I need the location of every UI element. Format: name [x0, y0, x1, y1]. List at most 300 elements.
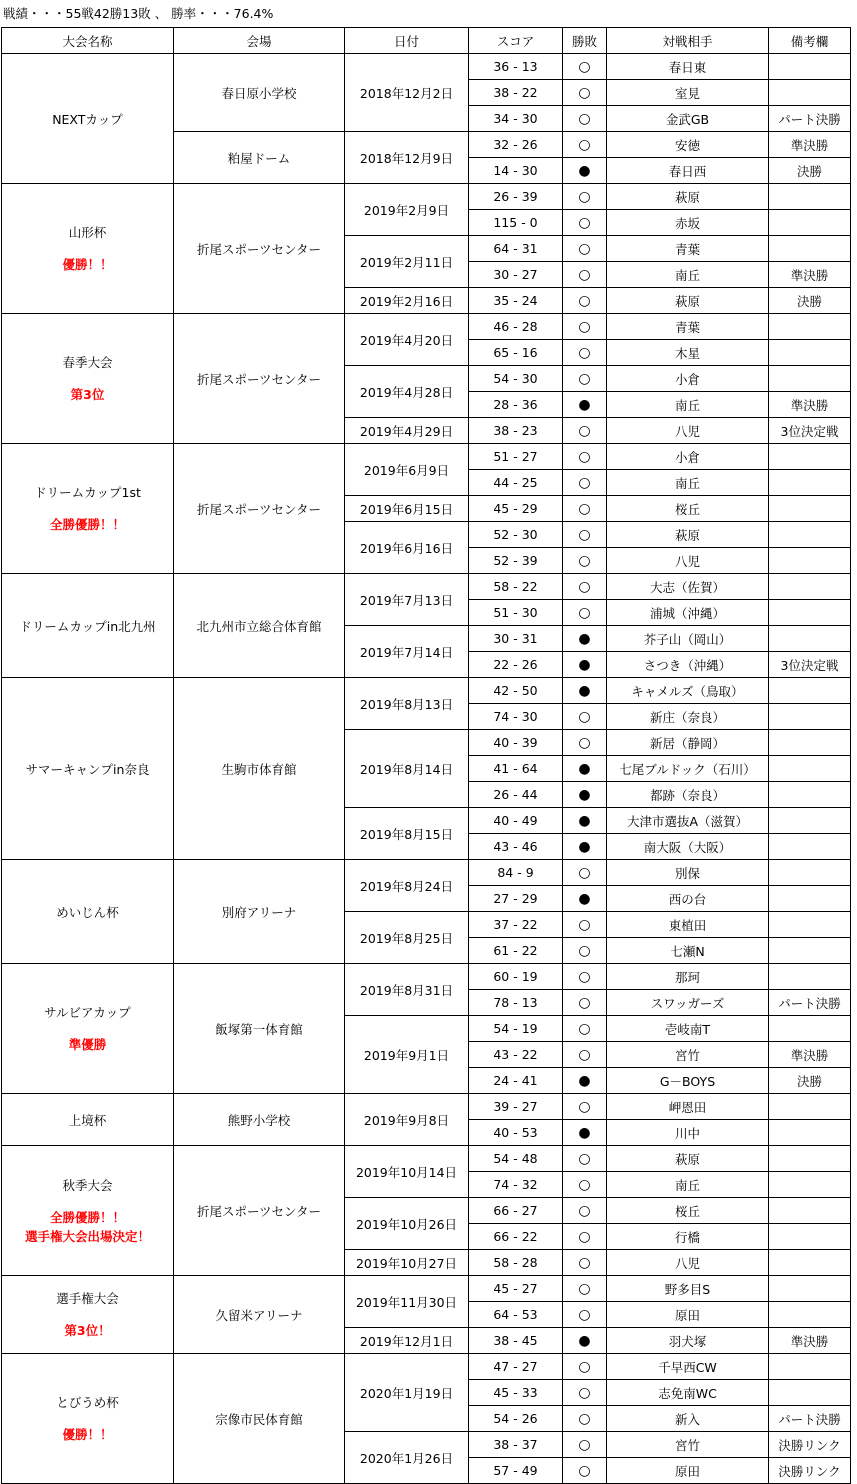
result-mark: ○ — [563, 1016, 607, 1042]
result-mark: ○ — [563, 366, 607, 392]
note-cell: 決勝リンク — [769, 1458, 851, 1484]
opponent-cell: 岬恩田 — [607, 1094, 769, 1120]
header-date: 日付 — [345, 28, 469, 54]
opponent-cell: 金武GB — [607, 106, 769, 132]
note-cell — [769, 444, 851, 470]
tournament-cell — [2, 678, 174, 860]
note-cell — [769, 210, 851, 236]
tournament-name: 選手権大会 — [56, 1291, 119, 1306]
note-cell — [769, 236, 851, 262]
venue-cell: 別府アリーナ — [174, 860, 345, 964]
opponent-cell: 桜丘 — [607, 496, 769, 522]
score-cell: 64 - 53 — [469, 1302, 563, 1328]
opponent-cell: 七尾ブルドック（石川） — [607, 756, 769, 782]
result-mark: ○ — [563, 522, 607, 548]
venue-cell: 春日原小学校 — [174, 54, 345, 132]
date-cell: 2020年1月19日 — [345, 1354, 469, 1432]
note-cell: 3位決定戦 — [769, 418, 851, 444]
note-cell — [769, 886, 851, 912]
score-cell: 61 - 22 — [469, 938, 563, 964]
note-cell — [769, 1354, 851, 1380]
opponent-cell: スワッガーズ — [607, 990, 769, 1016]
score-cell: 42 - 50 — [469, 678, 563, 704]
opponent-cell: 小倉 — [607, 366, 769, 392]
opponent-cell: 八児 — [607, 548, 769, 574]
score-cell: 38 - 45 — [469, 1328, 563, 1354]
note-cell: パート決勝 — [769, 990, 851, 1016]
result-mark: ○ — [563, 340, 607, 366]
header-venue: 会場 — [174, 28, 345, 54]
opponent-cell: 赤坂 — [607, 210, 769, 236]
game-row — [2, 574, 851, 600]
note-cell — [769, 1198, 851, 1224]
header-row — [2, 28, 851, 54]
result-mark: ○ — [563, 1146, 607, 1172]
date-cell: 2019年2月11日 — [345, 236, 469, 288]
opponent-cell: 萩原 — [607, 522, 769, 548]
game-row — [2, 1354, 851, 1380]
result-mark: ○ — [563, 314, 607, 340]
score-cell: 26 - 39 — [469, 184, 563, 210]
opponent-cell: 行橋 — [607, 1224, 769, 1250]
tournament-award: 全勝優勝！！ — [49, 1209, 125, 1225]
score-cell: 43 - 46 — [469, 834, 563, 860]
result-mark: ○ — [563, 600, 607, 626]
tournament-cell — [2, 860, 174, 964]
note-cell: 決勝リンク — [769, 1432, 851, 1458]
score-cell: 36 - 13 — [469, 54, 563, 80]
opponent-cell: 新入 — [607, 1406, 769, 1432]
tournament-award: 全勝優勝！！ — [49, 517, 125, 532]
result-mark: ● — [563, 1328, 607, 1354]
opponent-cell: 西の台 — [607, 886, 769, 912]
score-cell: 54 - 19 — [469, 1016, 563, 1042]
tournament-cell — [2, 1094, 174, 1146]
score-cell: 54 - 48 — [469, 1146, 563, 1172]
result-mark: ○ — [563, 262, 607, 288]
note-cell — [769, 678, 851, 704]
date-cell: 2019年8月14日 — [345, 730, 469, 808]
score-cell: 51 - 27 — [469, 444, 563, 470]
result-mark: ○ — [563, 1302, 607, 1328]
tournament-name: 秋季大会 — [62, 1177, 113, 1193]
result-mark: ○ — [563, 1094, 607, 1120]
opponent-cell: 宮竹 — [607, 1042, 769, 1068]
tournament-name: ドリームカップ1st — [34, 485, 141, 500]
opponent-cell: 青葉 — [607, 314, 769, 340]
result-mark: ○ — [563, 990, 607, 1016]
result-mark: ○ — [563, 470, 607, 496]
score-cell: 45 - 29 — [469, 496, 563, 522]
score-cell: 60 - 19 — [469, 964, 563, 990]
venue-cell: 飯塚第一体育館 — [174, 964, 345, 1094]
score-cell: 45 - 33 — [469, 1380, 563, 1406]
note-cell: 決勝 — [769, 1068, 851, 1094]
result-mark: ○ — [563, 132, 607, 158]
opponent-cell: 別保 — [607, 860, 769, 886]
opponent-cell: 那珂 — [607, 964, 769, 990]
result-mark: ○ — [563, 912, 607, 938]
result-mark: ○ — [563, 418, 607, 444]
opponent-cell: 春日西 — [607, 158, 769, 184]
result-mark: ○ — [563, 496, 607, 522]
venue-cell: 宗像市民体育館 — [174, 1354, 345, 1484]
venue-cell: 折尾スポーツセンター — [174, 314, 345, 444]
result-mark: ○ — [563, 1198, 607, 1224]
score-cell: 46 - 28 — [469, 314, 563, 340]
score-cell: 43 - 22 — [469, 1042, 563, 1068]
date-cell: 2019年8月24日 — [345, 860, 469, 912]
result-mark: ● — [563, 392, 607, 418]
result-mark: ○ — [563, 964, 607, 990]
note-cell: 決勝 — [769, 158, 851, 184]
opponent-cell: 新居（静岡） — [607, 730, 769, 756]
score-cell: 37 - 22 — [469, 912, 563, 938]
result-mark: ○ — [563, 1250, 607, 1276]
result-mark: ○ — [563, 1354, 607, 1380]
game-row — [2, 1276, 851, 1302]
opponent-cell: 南丘 — [607, 392, 769, 418]
opponent-cell: 原田 — [607, 1458, 769, 1484]
results-table — [1, 27, 851, 1484]
opponent-cell: 原田 — [607, 1302, 769, 1328]
result-mark: ● — [563, 808, 607, 834]
game-row — [2, 184, 851, 210]
score-cell: 30 - 27 — [469, 262, 563, 288]
note-cell — [769, 964, 851, 990]
score-cell: 74 - 32 — [469, 1172, 563, 1198]
note-cell — [769, 730, 851, 756]
note-cell — [769, 522, 851, 548]
date-cell: 2018年12月9日 — [345, 132, 469, 184]
date-cell: 2019年8月15日 — [345, 808, 469, 860]
score-cell: 41 - 64 — [469, 756, 563, 782]
score-cell: 35 - 24 — [469, 288, 563, 314]
score-cell: 30 - 31 — [469, 626, 563, 652]
note-cell — [769, 912, 851, 938]
venue-cell: 久留米アリーナ — [174, 1276, 345, 1354]
game-row — [2, 1094, 851, 1120]
result-mark: ○ — [563, 80, 607, 106]
note-cell — [769, 834, 851, 860]
score-cell: 38 - 22 — [469, 80, 563, 106]
score-cell: 40 - 53 — [469, 1120, 563, 1146]
date-cell: 2019年4月28日 — [345, 366, 469, 418]
header-note: 備考欄 — [769, 28, 851, 54]
note-cell — [769, 600, 851, 626]
note-cell — [769, 548, 851, 574]
date-cell: 2019年11月30日 — [345, 1276, 469, 1328]
tournament-award: 準優勝 — [68, 1037, 107, 1052]
tournament-name: めいじん杯 — [56, 904, 119, 920]
note-cell: 準決勝 — [769, 132, 851, 158]
score-cell: 54 - 26 — [469, 1406, 563, 1432]
result-mark: ● — [563, 678, 607, 704]
tournament-name: 上境杯 — [68, 1112, 107, 1128]
game-row — [2, 1146, 851, 1172]
result-mark: ○ — [563, 184, 607, 210]
tournament-name: NEXTカップ — [52, 111, 123, 127]
opponent-cell: 南大阪（大阪） — [607, 834, 769, 860]
tournament-name: ドリームカップin北九州 — [19, 618, 156, 634]
venue-cell: 北九州市立総合体育館 — [174, 574, 345, 678]
result-mark: ● — [563, 886, 607, 912]
result-mark: ○ — [563, 1458, 607, 1484]
result-mark: ● — [563, 782, 607, 808]
tournament-cell — [2, 314, 174, 444]
opponent-cell: 宮竹 — [607, 1432, 769, 1458]
score-cell: 22 - 26 — [469, 652, 563, 678]
note-cell — [769, 808, 851, 834]
tournament-cell — [2, 1354, 174, 1484]
opponent-cell: 春日東 — [607, 54, 769, 80]
note-cell — [769, 704, 851, 730]
result-mark: ○ — [563, 1380, 607, 1406]
note-cell: パート決勝 — [769, 1406, 851, 1432]
result-mark: ○ — [563, 1172, 607, 1198]
tournament-cell — [2, 1146, 174, 1276]
opponent-cell: さつき（沖縄） — [607, 652, 769, 678]
opponent-cell: 都跡（奈良） — [607, 782, 769, 808]
result-mark: ○ — [563, 1406, 607, 1432]
score-cell: 26 - 44 — [469, 782, 563, 808]
tournament-award: 優勝！！ — [62, 257, 113, 272]
tournament-award: 選手権大会出場決定！ — [24, 1228, 150, 1244]
result-mark: ● — [563, 1120, 607, 1146]
date-cell: 2019年6月9日 — [345, 444, 469, 496]
score-cell: 40 - 39 — [469, 730, 563, 756]
game-row — [2, 314, 851, 340]
opponent-cell: 桜丘 — [607, 1198, 769, 1224]
result-mark: ○ — [563, 1042, 607, 1068]
score-cell: 52 - 30 — [469, 522, 563, 548]
opponent-cell: 芥子山（岡山） — [607, 626, 769, 652]
opponent-cell: 千早西CW — [607, 1354, 769, 1380]
result-mark: ● — [563, 756, 607, 782]
opponent-cell: 室見 — [607, 80, 769, 106]
note-cell — [769, 314, 851, 340]
score-cell: 34 - 30 — [469, 106, 563, 132]
note-cell — [769, 184, 851, 210]
result-mark: ○ — [563, 938, 607, 964]
venue-cell: 折尾スポーツセンター — [174, 184, 345, 314]
result-mark: ● — [563, 834, 607, 860]
score-cell: 45 - 27 — [469, 1276, 563, 1302]
note-cell — [769, 1380, 851, 1406]
score-cell: 39 - 27 — [469, 1094, 563, 1120]
opponent-cell: 南丘 — [607, 470, 769, 496]
score-cell: 58 - 28 — [469, 1250, 563, 1276]
result-mark: ○ — [563, 54, 607, 80]
score-cell: 47 - 27 — [469, 1354, 563, 1380]
note-cell — [769, 860, 851, 886]
result-mark: ○ — [563, 574, 607, 600]
note-cell — [769, 1224, 851, 1250]
note-cell: 準決勝 — [769, 1042, 851, 1068]
opponent-cell: 浦城（沖縄） — [607, 600, 769, 626]
opponent-cell: 萩原 — [607, 184, 769, 210]
opponent-cell: 壱岐南T — [607, 1016, 769, 1042]
venue-cell: 熊野小学校 — [174, 1094, 345, 1146]
header-tournament: 大会名称 — [2, 28, 174, 54]
opponent-cell: 川中 — [607, 1120, 769, 1146]
score-cell: 38 - 37 — [469, 1432, 563, 1458]
tournament-cell — [2, 1276, 174, 1354]
note-cell — [769, 1302, 851, 1328]
result-mark: ● — [563, 1068, 607, 1094]
opponent-cell: 新庄（奈良） — [607, 704, 769, 730]
result-mark: ○ — [563, 288, 607, 314]
tournament-cell — [2, 444, 174, 574]
tournament-cell — [2, 574, 174, 678]
date-cell: 2019年6月16日 — [345, 522, 469, 574]
opponent-cell: 南丘 — [607, 262, 769, 288]
opponent-cell: 南丘 — [607, 1172, 769, 1198]
date-cell: 2019年8月31日 — [345, 964, 469, 1016]
tournament-name: サマーキャンプin奈良 — [25, 761, 150, 777]
opponent-cell: 青葉 — [607, 236, 769, 262]
score-cell: 51 - 30 — [469, 600, 563, 626]
score-cell: 54 - 30 — [469, 366, 563, 392]
score-cell: 115 - 0 — [469, 210, 563, 236]
note-cell — [769, 1276, 851, 1302]
note-cell: 3位決定戦 — [769, 652, 851, 678]
result-mark: ○ — [563, 210, 607, 236]
note-cell — [769, 782, 851, 808]
opponent-cell: 萩原 — [607, 1146, 769, 1172]
note-cell: 準決勝 — [769, 1328, 851, 1354]
score-cell: 57 - 49 — [469, 1458, 563, 1484]
date-cell: 2019年4月20日 — [345, 314, 469, 366]
result-mark: ● — [563, 626, 607, 652]
note-cell — [769, 366, 851, 392]
game-row — [2, 860, 851, 886]
opponent-cell: 木星 — [607, 340, 769, 366]
note-cell — [769, 80, 851, 106]
date-cell: 2018年12月2日 — [345, 54, 469, 132]
note-cell — [769, 626, 851, 652]
tournament-award: 優勝！！ — [62, 1427, 113, 1442]
note-cell — [769, 1120, 851, 1146]
score-cell: 40 - 49 — [469, 808, 563, 834]
note-cell — [769, 938, 851, 964]
opponent-cell: 小倉 — [607, 444, 769, 470]
score-cell: 64 - 31 — [469, 236, 563, 262]
venue-cell: 折尾スポーツセンター — [174, 444, 345, 574]
result-mark: ○ — [563, 548, 607, 574]
date-cell: 2019年9月8日 — [345, 1094, 469, 1146]
date-cell: 2019年8月13日 — [345, 678, 469, 730]
opponent-cell: 野多目S — [607, 1276, 769, 1302]
tournament-name: サルビアカップ — [44, 1005, 131, 1020]
game-row — [2, 964, 851, 990]
result-mark: ○ — [563, 236, 607, 262]
result-mark: ● — [563, 158, 607, 184]
venue-cell: 粕屋ドーム — [174, 132, 345, 184]
tournament-name: とびうめ杯 — [56, 1395, 119, 1410]
score-cell: 65 - 16 — [469, 340, 563, 366]
game-row — [2, 444, 851, 470]
opponent-cell: G－BOYS — [607, 1068, 769, 1094]
result-mark: ○ — [563, 1432, 607, 1458]
note-cell — [769, 54, 851, 80]
note-cell — [769, 470, 851, 496]
score-cell: 38 - 23 — [469, 418, 563, 444]
score-cell: 84 - 9 — [469, 860, 563, 886]
score-cell: 78 - 13 — [469, 990, 563, 1016]
date-cell: 2019年7月13日 — [345, 574, 469, 626]
result-mark: ● — [563, 652, 607, 678]
note-cell: 準決勝 — [769, 392, 851, 418]
note-cell — [769, 496, 851, 522]
result-mark: ○ — [563, 704, 607, 730]
score-cell: 27 - 29 — [469, 886, 563, 912]
score-cell: 14 - 30 — [469, 158, 563, 184]
score-cell: 44 - 25 — [469, 470, 563, 496]
date-cell: 2019年10月27日 — [345, 1250, 469, 1276]
header-score: スコア — [469, 28, 563, 54]
header-result: 勝敗 — [563, 28, 607, 54]
game-row — [2, 54, 851, 80]
result-mark: ○ — [563, 730, 607, 756]
result-mark: ○ — [563, 1224, 607, 1250]
score-cell: 66 - 22 — [469, 1224, 563, 1250]
tournament-cell — [2, 54, 174, 184]
note-cell: パート決勝 — [769, 106, 851, 132]
score-cell: 74 - 30 — [469, 704, 563, 730]
result-mark: ○ — [563, 860, 607, 886]
tournament-cell — [2, 964, 174, 1094]
opponent-cell: 八児 — [607, 1250, 769, 1276]
date-cell: 2019年4月29日 — [345, 418, 469, 444]
header-opponent: 対戦相手 — [607, 28, 769, 54]
tournament-award: 第3位 — [70, 387, 105, 402]
date-cell: 2019年8月25日 — [345, 912, 469, 964]
note-cell — [769, 1016, 851, 1042]
score-cell: 24 - 41 — [469, 1068, 563, 1094]
results-body — [2, 54, 851, 1484]
score-cell: 28 - 36 — [469, 392, 563, 418]
venue-cell: 生駒市体育館 — [174, 678, 345, 860]
note-cell — [769, 340, 851, 366]
score-cell: 52 - 39 — [469, 548, 563, 574]
venue-cell: 折尾スポーツセンター — [174, 1146, 345, 1276]
score-cell: 32 - 26 — [469, 132, 563, 158]
note-cell — [769, 1094, 851, 1120]
date-cell: 2019年10月14日 — [345, 1146, 469, 1198]
note-cell — [769, 1250, 851, 1276]
note-cell: 準決勝 — [769, 262, 851, 288]
score-cell: 66 - 27 — [469, 1198, 563, 1224]
opponent-cell: 東植田 — [607, 912, 769, 938]
note-cell — [769, 1146, 851, 1172]
opponent-cell: キャメルズ（鳥取） — [607, 678, 769, 704]
opponent-cell: 大志（佐賀） — [607, 574, 769, 600]
result-mark: ○ — [563, 444, 607, 470]
note-cell: 決勝 — [769, 288, 851, 314]
result-mark: ○ — [563, 106, 607, 132]
opponent-cell: 大津市選抜A（滋賀） — [607, 808, 769, 834]
record-summary: 戦績・・・55戦42勝13敗 、 勝率・・・76.4% — [3, 6, 274, 21]
opponent-cell: 志免南WC — [607, 1380, 769, 1406]
tournament-name: 山形杯 — [68, 225, 107, 240]
tournament-cell — [2, 184, 174, 314]
date-cell: 2019年6月15日 — [345, 496, 469, 522]
date-cell: 2019年2月9日 — [345, 184, 469, 236]
tournament-name: 春季大会 — [62, 355, 113, 370]
date-cell: 2019年12月1日 — [345, 1328, 469, 1354]
game-row — [2, 678, 851, 704]
